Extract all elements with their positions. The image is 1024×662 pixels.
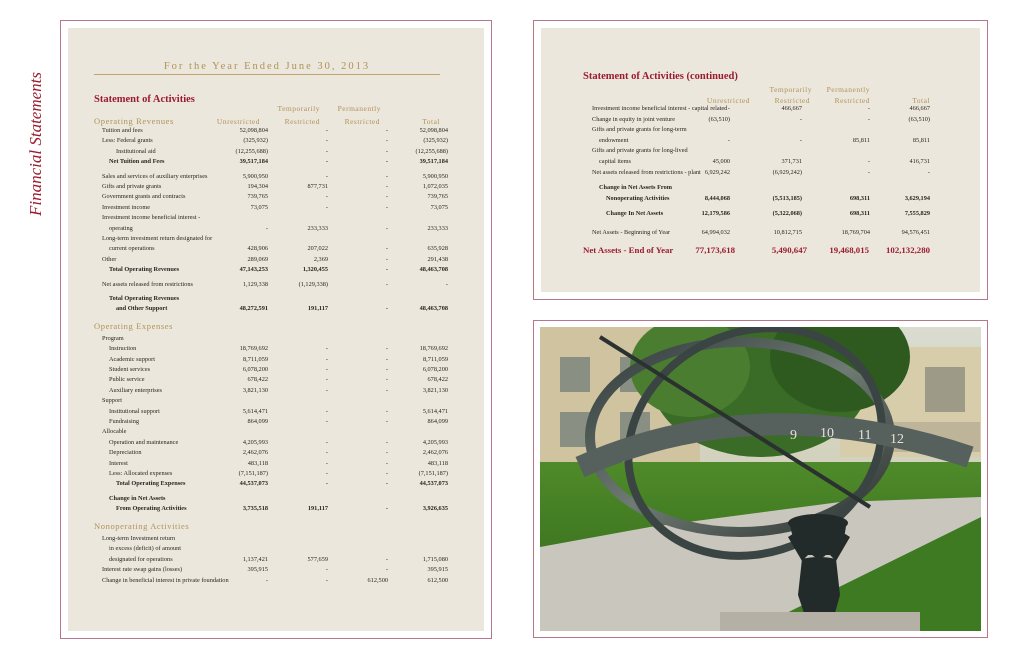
revenue-value: (12,255,688)	[415, 147, 448, 155]
revenue-row	[102, 126, 452, 136]
revenue-value: -	[385, 127, 388, 134]
continued-value: -	[799, 136, 802, 144]
revenue-value: 191,117	[307, 305, 328, 313]
continued-row	[592, 146, 942, 156]
continued-row	[592, 136, 942, 146]
revenue-value: 52,098,804	[419, 127, 448, 134]
continued-value: -	[867, 158, 870, 165]
continued-label: capital items	[599, 158, 631, 165]
expense-value: -	[385, 386, 388, 394]
revenue-value: 48,463,708	[419, 305, 448, 313]
expense-value: 4,205,993	[242, 438, 268, 446]
expense-value: 8,711,059	[243, 355, 268, 363]
continued-value: 94,576,451	[901, 229, 930, 236]
col-restricted-temp: Restricted	[284, 117, 320, 126]
expense-value: -	[385, 438, 388, 446]
r-col-temporarily-top: Temporarily	[769, 85, 812, 94]
expense-value: 18,769,692	[419, 345, 448, 353]
expense-row	[102, 504, 452, 514]
revenue-label: Long-term investment return designated for	[102, 235, 213, 242]
revenue-label: Net Tuition and Fees	[109, 158, 165, 166]
period-heading: For the Year Ended June 30, 2013	[163, 61, 371, 72]
expense-row	[102, 344, 452, 354]
expense-row	[102, 365, 452, 375]
net-assets-end-row	[583, 244, 930, 256]
dial-number-12: 12	[890, 432, 904, 447]
continued-value: -	[727, 105, 730, 112]
expense-row	[102, 459, 452, 469]
expense-value: 4,205,993	[422, 438, 448, 446]
revenue-value: -	[325, 127, 328, 134]
nonoperating-row	[102, 534, 452, 544]
dial-number-9: 9	[790, 428, 797, 443]
expense-value: -	[325, 355, 328, 363]
revenue-label: Total Operating Revenues	[109, 295, 180, 302]
expense-value: -	[385, 449, 388, 457]
expense-value: -	[325, 345, 328, 353]
expense-label: From Operating Activities	[116, 505, 187, 513]
revenue-value: -	[385, 280, 388, 288]
revenue-value: 289,069	[247, 255, 268, 263]
expense-value: -	[325, 459, 328, 467]
continued-value: -	[927, 168, 930, 176]
revenue-value: 233,333	[307, 224, 328, 232]
col-unrestricted: Unrestricted	[216, 117, 260, 126]
expense-value: -	[385, 366, 388, 373]
end-temporarily: 5,490,647	[771, 245, 807, 255]
continued-value: 698,311	[849, 210, 870, 218]
operating-expenses-heading: Operating Expenses	[94, 320, 174, 331]
side-title-text: Financial Statements	[26, 71, 45, 216]
expense-row	[102, 494, 452, 504]
continued-value: 64,994,032	[701, 229, 730, 236]
continued-row	[592, 104, 942, 114]
expense-value: 6,078,200	[242, 366, 268, 373]
expense-row	[102, 448, 452, 458]
r-col-restricted-perm: Restricted	[834, 96, 870, 105]
nonoperating-row	[102, 576, 452, 586]
continued-row	[592, 168, 942, 178]
col-temporarily-top: Temporarily	[277, 104, 320, 113]
expense-label: Fundraising	[109, 418, 140, 425]
continued-value: -	[867, 168, 870, 176]
expense-value: -	[385, 480, 388, 488]
expense-value: -	[325, 438, 328, 446]
continued-row	[592, 209, 942, 219]
expense-value: 18,769,692	[239, 345, 268, 353]
revenue-value: 47,143,253	[239, 266, 268, 274]
revenue-row	[102, 147, 452, 157]
expense-row	[102, 469, 452, 479]
revenue-label: Total Operating Revenues	[109, 266, 180, 274]
continued-value: (6,929,242)	[772, 168, 802, 176]
period-rule	[94, 74, 440, 75]
revenue-value: (12,255,688)	[235, 147, 268, 155]
continued-value: 8,444,068	[704, 194, 730, 202]
revenue-row	[102, 280, 452, 290]
revenue-label: Gifts and private grants	[102, 183, 162, 190]
continued-value: 3,629,194	[904, 194, 930, 202]
end-total: 102,132,280	[886, 245, 930, 255]
expense-value: 44,537,073	[419, 480, 448, 488]
nonoperating-value: -	[385, 555, 388, 563]
revenue-label: Government grants and contracts	[102, 193, 186, 201]
revenue-value: -	[445, 280, 448, 288]
expense-value: 8,711,059	[423, 355, 448, 363]
expense-value: -	[325, 366, 328, 373]
revenue-value: -	[385, 245, 388, 253]
revenue-value: 73,075	[430, 203, 448, 211]
revenue-row	[102, 213, 452, 223]
revenue-value: (325,932)	[423, 137, 448, 145]
r-col-total: Total	[912, 96, 930, 105]
expense-value: 3,821,130	[242, 386, 268, 394]
expense-value: 3,735,518	[242, 505, 268, 513]
expense-value: -	[385, 470, 388, 477]
statement-title: Statement of Activities	[94, 94, 195, 105]
revenue-label: current operations	[109, 245, 155, 253]
continued-value: 466,667	[909, 105, 930, 112]
expense-value: 191,117	[307, 505, 328, 513]
expense-row	[102, 386, 452, 396]
continued-label: Change in equity in joint venture	[592, 115, 676, 123]
revenue-value: 5,900,950	[422, 172, 448, 180]
expense-value: -	[385, 345, 388, 353]
expense-value: -	[385, 459, 388, 467]
revenue-row	[102, 203, 452, 213]
continued-value: 371,731	[781, 158, 802, 165]
end-permanently: 19,468,015	[829, 245, 869, 255]
revenue-value: -	[325, 203, 328, 211]
continued-value: -	[799, 115, 802, 123]
revenue-row	[102, 294, 452, 304]
revenue-value: -	[265, 224, 268, 232]
revenue-value: -	[385, 147, 388, 155]
expense-value: -	[325, 480, 328, 488]
revenue-value: -	[385, 172, 388, 180]
continued-value: 45,000	[712, 158, 730, 165]
expense-value: 5,614,471	[242, 407, 268, 415]
revenue-row	[102, 255, 452, 265]
expense-label: Interest	[109, 459, 128, 467]
revenue-value: 1,129,338	[242, 280, 268, 288]
continued-label: Gifts and private grants for long-term	[592, 126, 687, 134]
expense-label: Auxiliary enterprises	[109, 386, 162, 394]
continued-row	[592, 228, 942, 238]
revenue-label: Less: Federal grants	[102, 137, 153, 145]
continued-value: 85,811	[912, 136, 930, 144]
revenue-value: 1,072,035	[422, 183, 448, 190]
continued-row	[592, 115, 942, 125]
revenue-value: -	[385, 183, 388, 190]
nonoperating-heading: Nonoperating Activities	[94, 520, 190, 531]
continued-value: 85,811	[852, 136, 870, 144]
col-total: Total	[422, 117, 440, 126]
net-assets-end-label: Net Assets - End of Year	[583, 245, 674, 255]
end-unrestricted: 77,173,618	[695, 245, 735, 255]
continued-row	[592, 183, 942, 193]
revenue-value: -	[325, 193, 328, 201]
section-side-title	[22, 66, 52, 266]
expense-label: Program	[102, 334, 124, 342]
expense-label: Instruction	[109, 345, 137, 353]
nonoperating-label: designated for operations	[109, 555, 173, 563]
dial-number-10: 10	[820, 426, 834, 441]
continued-value: 416,731	[909, 158, 930, 165]
expense-value: 864,099	[427, 418, 448, 425]
revenue-value: 39,517,184	[239, 158, 268, 166]
revenue-value: 2,369	[313, 255, 328, 263]
expense-row	[102, 334, 452, 344]
revenue-row	[102, 304, 452, 314]
revenue-value: -	[325, 158, 328, 166]
nonoperating-value: 1,715,080	[422, 555, 448, 563]
expense-value: -	[325, 386, 328, 394]
nonoperating-value: 612,500	[427, 577, 448, 584]
continued-value: 6,929,242	[704, 168, 730, 176]
expense-row	[102, 375, 452, 385]
revenue-label: Investment income beneficial interest -	[102, 214, 201, 222]
continued-value: -	[867, 105, 870, 112]
revenue-label: and Other Support	[116, 305, 168, 313]
expense-row	[102, 417, 452, 427]
continued-value: (5,513,185)	[772, 194, 802, 202]
revenue-value: 48,272,591	[239, 305, 268, 313]
expense-row	[102, 427, 452, 437]
revenue-value: -	[325, 147, 328, 155]
continued-label: Net assets released from restrictions - plant	[592, 168, 701, 176]
expense-value: 6,078,200	[422, 366, 448, 373]
revenue-value: 739,765	[247, 193, 268, 201]
revenue-row	[102, 182, 452, 192]
expense-label: Public service	[109, 376, 145, 384]
expense-label: Support	[102, 397, 122, 405]
revenue-value: -	[385, 137, 388, 145]
revenue-row	[102, 234, 452, 244]
revenue-value: 291,438	[427, 255, 448, 263]
revenue-value: -	[385, 193, 388, 201]
revenue-label: Other	[102, 255, 117, 263]
revenue-value: 428,906	[247, 245, 268, 253]
continued-value: 10,812,715	[773, 229, 802, 236]
revenue-value: 48,463,708	[419, 266, 448, 274]
nonoperating-row	[102, 544, 452, 554]
continued-value: -	[727, 136, 730, 144]
nonoperating-value: -	[325, 577, 328, 584]
revenue-value: -	[385, 266, 388, 274]
expense-value: -	[385, 418, 388, 425]
expense-value: 3,926,635	[422, 505, 448, 513]
revenue-value: 635,928	[427, 245, 448, 253]
expense-value: -	[385, 355, 388, 363]
revenue-value: -	[325, 137, 328, 145]
revenue-label: Investment income	[102, 203, 151, 211]
revenue-value: -	[385, 158, 388, 166]
expense-label: Total Operating Expenses	[116, 480, 186, 488]
nonoperating-value: -	[265, 577, 268, 584]
continued-label: Change In Net Assets	[606, 210, 664, 218]
col-restricted-perm: Restricted	[344, 117, 380, 126]
expense-label: Operation and maintenance	[109, 438, 179, 446]
expense-value: (7,151,187)	[418, 470, 448, 477]
revenue-value: -	[385, 203, 388, 211]
continued-value: 18,769,704	[841, 229, 870, 236]
operating-revenues-heading: Operating Revenues	[94, 116, 174, 126]
continued-label: Gifts and private grants for long-lived	[592, 147, 688, 155]
revenue-value: (325,932)	[243, 137, 268, 145]
expense-row	[102, 407, 452, 417]
revenue-row	[102, 192, 452, 202]
expense-value: 678,422	[247, 376, 268, 384]
nonoperating-row	[102, 555, 452, 565]
revenue-label: operating	[109, 224, 133, 232]
nonoperating-value: 395,915	[427, 566, 448, 574]
continued-value: -	[867, 115, 870, 123]
continued-label: Nonoperating Activities	[606, 194, 670, 202]
expense-value: -	[385, 376, 388, 384]
revenue-row	[102, 244, 452, 254]
nonoperating-value: 395,915	[247, 566, 268, 574]
nonoperating-value: 612,500	[367, 577, 388, 584]
revenue-value: 5,900,950	[242, 172, 268, 180]
revenue-row	[102, 172, 452, 182]
revenue-value: 194,304	[247, 183, 268, 190]
nonoperating-label: in excess (deficit) of amount	[109, 545, 182, 553]
revenue-value: -	[385, 255, 388, 263]
armillary-sphere-photo	[540, 327, 981, 631]
expense-value: 483,118	[247, 459, 268, 467]
expense-value: 678,422	[427, 376, 448, 384]
col-permanently-top: Permanently	[337, 104, 381, 113]
r-col-permanently-top: Permanently	[826, 85, 870, 94]
revenue-row	[102, 265, 452, 275]
expense-label: Change in Net Assets	[109, 494, 166, 502]
nonoperating-value: -	[325, 566, 328, 574]
revenue-value: 1,320,455	[302, 266, 328, 274]
expense-label: Academic support	[109, 355, 155, 363]
continued-value: 7,555,829	[904, 210, 930, 218]
revenue-value: 52,098,804	[239, 127, 268, 134]
nonoperating-value: 1,137,421	[242, 555, 268, 563]
revenue-value: 877,731	[307, 183, 328, 190]
continued-value: (5,322,068)	[772, 210, 802, 218]
continued-value: 466,667	[781, 105, 802, 112]
revenue-row	[102, 136, 452, 146]
expense-value: -	[325, 470, 328, 477]
expense-value: 44,537,073	[239, 480, 268, 488]
expense-value: 5,614,471	[422, 407, 448, 415]
revenue-row	[102, 157, 452, 167]
revenue-value: -	[385, 305, 388, 313]
expense-value: 2,462,076	[242, 449, 268, 457]
continued-label: Change in Net Assets From	[599, 184, 672, 192]
expense-value: -	[325, 449, 328, 457]
revenue-value: 73,075	[250, 203, 268, 211]
r-col-restricted-temp: Restricted	[774, 96, 810, 105]
expense-label: Student services	[109, 366, 151, 373]
revenue-label: Institutional aid	[116, 147, 156, 155]
expense-row	[102, 396, 452, 406]
nonoperating-label: Long-term Investment return	[102, 534, 176, 542]
continued-row	[592, 157, 942, 167]
armillary-scene	[540, 327, 981, 631]
continued-row	[592, 125, 942, 135]
expense-value: 483,118	[427, 459, 448, 467]
continued-value: 12,179,586	[701, 210, 730, 218]
continued-label: endowment	[599, 136, 629, 144]
expense-value: -	[385, 407, 388, 415]
revenue-label: Tuition and fees	[102, 127, 143, 134]
revenue-value: 739,765	[427, 193, 448, 201]
continued-label: Investment income beneficial interest - capital related	[592, 105, 728, 112]
revenue-value: 233,333	[427, 224, 448, 232]
revenue-value: 207,022	[307, 245, 328, 253]
expense-value: 2,462,076	[422, 449, 448, 457]
revenue-value: -	[325, 172, 328, 180]
continued-value: 698,311	[849, 194, 870, 202]
expense-row	[102, 479, 452, 489]
nonoperating-label: Change in beneficial interest in private foundation	[102, 577, 229, 584]
expense-label: Institutional support	[109, 407, 160, 415]
revenue-value: -	[385, 224, 388, 232]
expense-label: Depreciation	[109, 449, 142, 457]
revenue-label: Net assets released from restrictions	[102, 280, 193, 288]
expense-label: Less: Allocated expenses	[109, 470, 173, 477]
continued-value: (63,510)	[908, 115, 930, 123]
revenue-value: 39,517,184	[419, 158, 448, 166]
expense-value: 864,099	[247, 418, 268, 425]
expense-value: -	[385, 505, 388, 513]
continued-label: Net Assets - Beginning of Year	[592, 229, 671, 236]
r-col-unrestricted: Unrestricted	[706, 96, 750, 105]
expense-value: -	[325, 376, 328, 384]
revenue-value: (1,129,338)	[298, 280, 328, 288]
expense-row	[102, 355, 452, 365]
dial-number-11: 11	[858, 428, 872, 443]
expense-value: (7,151,187)	[238, 470, 268, 477]
continued-row	[592, 194, 942, 204]
expense-value: 3,821,130	[422, 386, 448, 394]
nonoperating-value: -	[385, 566, 388, 574]
revenue-label: Sales and services of auxiliary enterprises	[102, 172, 208, 180]
nonoperating-row	[102, 565, 452, 575]
expense-value: -	[325, 418, 328, 425]
nonoperating-value: 577,659	[307, 555, 328, 563]
revenue-row	[102, 224, 452, 234]
continued-statement-title: Statement of Activities (continued)	[583, 71, 738, 82]
continued-value: (63,510)	[708, 115, 730, 123]
nonoperating-label: Interest rate swap gains (losses)	[102, 566, 183, 574]
expense-row	[102, 438, 452, 448]
expense-label: Allocable	[102, 428, 127, 436]
expense-value: -	[325, 407, 328, 415]
